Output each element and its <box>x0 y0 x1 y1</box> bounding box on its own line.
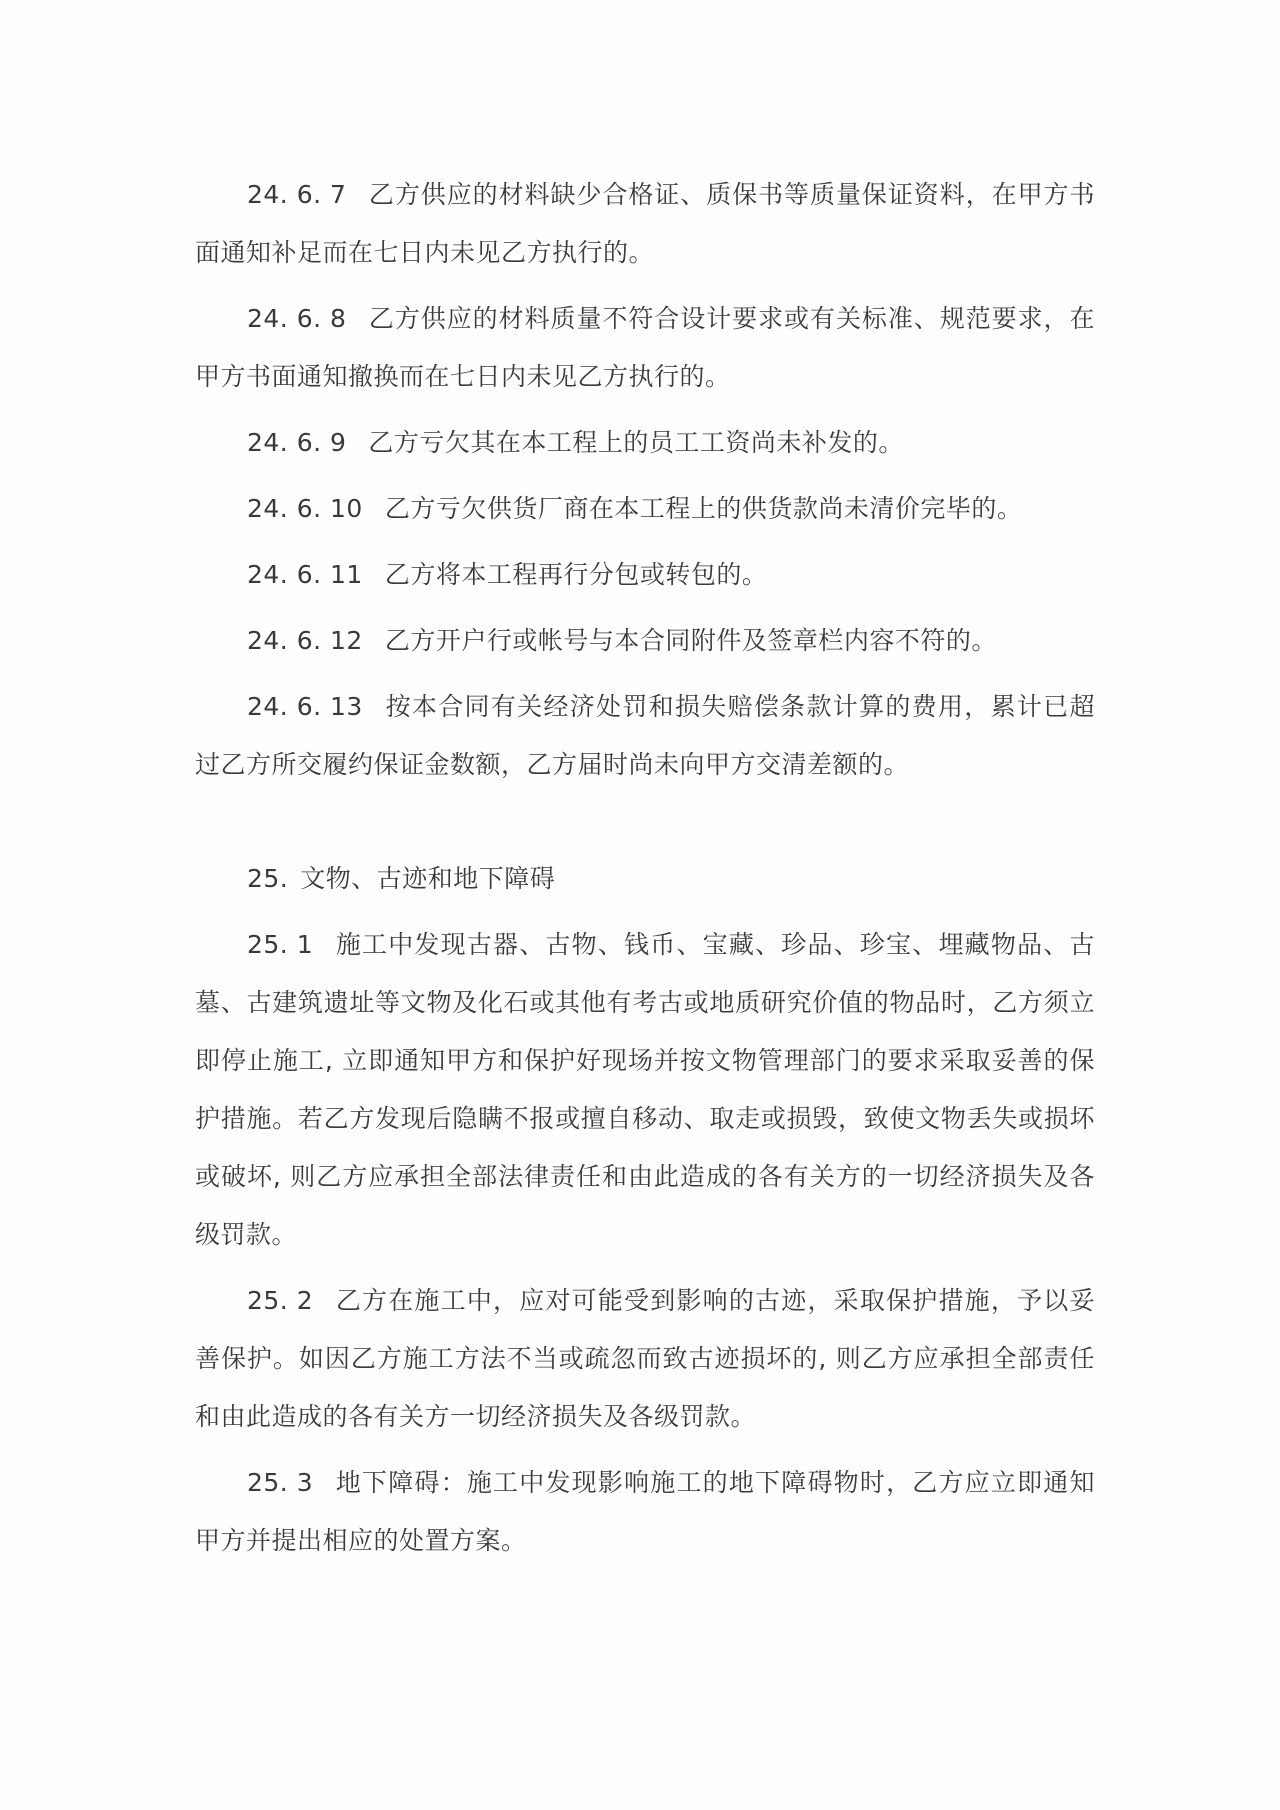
section-title: 文物、古迹和地下障碍 <box>300 864 556 893</box>
clause-number: 24. 6. 9 <box>247 428 347 457</box>
clause-text: 乙方供应的材料质量不符合设计要求或有关标准、规范要求，在甲方书面通知撤换而在七日内未见乙方执行的。 <box>195 304 1095 391</box>
document-body <box>195 166 1095 1578</box>
clause-number: 24. 6. 12 <box>247 626 363 655</box>
clause-number: 25. 2 <box>247 1286 314 1315</box>
clause-text: 地下障碍：施工中发现影响施工的地下障碍物时，乙方应立即通知甲方并提出相应的处置方案。 <box>195 1468 1095 1555</box>
clause-text: 施工中发现古器、古物、钱币、宝藏、珍品、珍宝、埋藏物品、古墓、古建筑遗址等文物及化石或其他有考古或地质研究价值的物品时，乙方须立即停止施工, 立即通知甲方和保护好现场并按文物管理部门的要求采取妥善的保护措施。若乙方发现后隐瞒不报或擅自移动、取走或损毁，致使文物丢失或损坏或破坏, 则乙方应承担全部法律责任和由此造成的各有关方的一切经济损失及各级罚款。 <box>195 930 1095 1249</box>
clause-24-6-13 <box>195 678 1095 794</box>
clause-text: 按本合同有关经济处罚和损失赔偿条款计算的费用，累计已超过乙方所交履约保证金数额，乙方届时尚未向甲方交清差额的。 <box>195 692 1095 779</box>
clause-24-6-10 <box>195 480 1095 538</box>
clause-number: 24. 6. 7 <box>247 180 347 209</box>
clause-text: 乙方供应的材料缺少合格证、质保书等质量保证资料，在甲方书面通知补足而在七日内未见乙方执行的。 <box>195 180 1095 267</box>
clause-text: 乙方开户行或帐号与本合同附件及签章栏内容不符的。 <box>384 626 997 655</box>
clause-24-6-9 <box>195 414 1095 472</box>
section-heading-25 <box>195 850 1095 908</box>
clause-text: 乙方在施工中，应对可能受到影响的古迹，采取保护措施，予以妥善保护。如因乙方施工方法不当或疏忽而致古迹损坏的, 则乙方应承担全部责任和由此造成的各有关方一切经济损失及各级罚款。 <box>195 1286 1095 1431</box>
clause-24-6-7 <box>195 166 1095 282</box>
clause-24-6-8 <box>195 290 1095 406</box>
clause-number: 25. 1 <box>247 930 314 959</box>
clause-number: 24. 6. 10 <box>247 494 363 523</box>
clause-24-6-12 <box>195 612 1095 670</box>
clause-text: 乙方亏欠供货厂商在本工程上的供货款尚未清价完毕的。 <box>384 494 1023 523</box>
clause-25-3 <box>195 1454 1095 1570</box>
clause-number: 24. 6. 13 <box>247 692 363 721</box>
clause-text: 乙方亏欠其在本工程上的员工工资尚未补发的。 <box>368 428 904 457</box>
clause-number: 24. 6. 8 <box>247 304 347 333</box>
clause-number: 25. 3 <box>247 1468 314 1497</box>
clause-text: 乙方将本工程再行分包或转包的。 <box>384 560 768 589</box>
clause-number: 24. 6. 11 <box>247 560 363 589</box>
section-number: 25. <box>247 864 289 893</box>
clause-25-2 <box>195 1272 1095 1446</box>
clause-24-6-11 <box>195 546 1095 604</box>
clause-25-1 <box>195 916 1095 1264</box>
